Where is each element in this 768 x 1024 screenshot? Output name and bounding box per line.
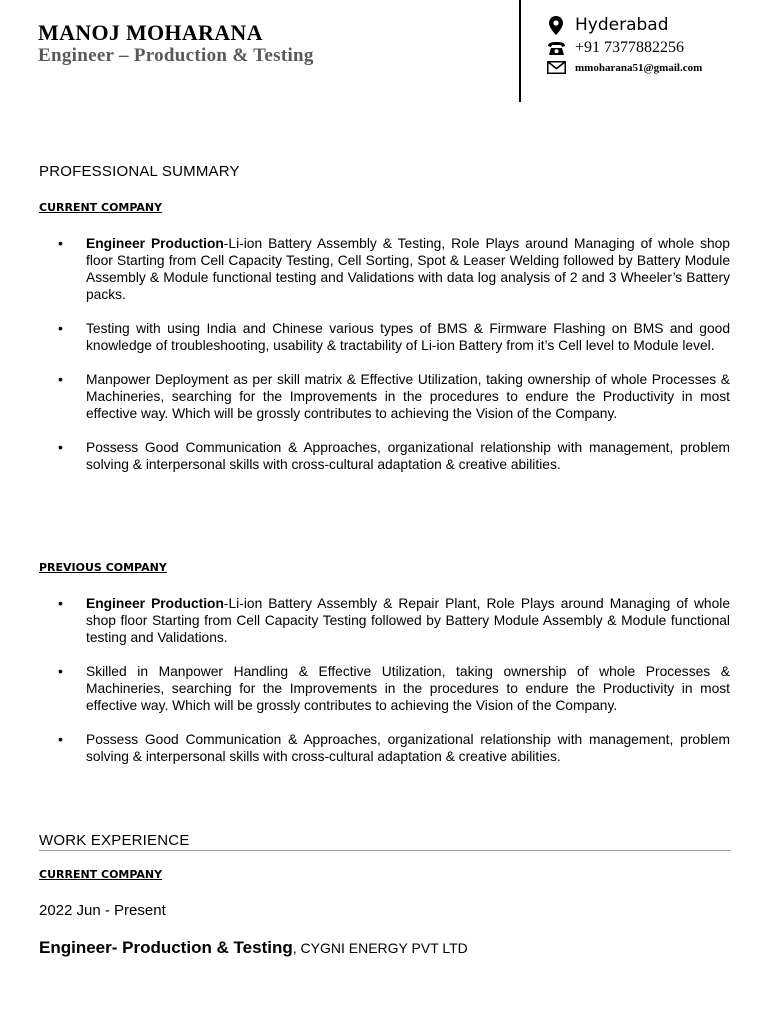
list-item (58, 663, 730, 714)
telephone-icon (545, 41, 567, 56)
candidate-name: MANOJ MOHARANA (38, 20, 263, 45)
work-experience-heading: WORK EXPERIENCE (39, 832, 731, 851)
professional-summary-heading: PROFESSIONAL SUMMARY (39, 163, 240, 180)
list-item (58, 595, 730, 646)
phone-text: +91 7377882256 (575, 39, 685, 56)
bullet-text: Manpower Deployment as per skill matrix & Effective Utilization, taking ownership of whole Processes & Machineries, searching for the Improvements in the procedures to endure the Productivity in most effective way. Which will be grossly contributes to achieving the Vision of the Company. (86, 372, 730, 421)
job-title: Engineer- Production & Testing (39, 938, 293, 957)
bullet-text: -Li-ion Battery Assembly & Repair Plant, Role Plays around Managing of whole shop floor Starting from Cell Capacity Testing followed by Battery Module Assembly & Module functional testing and Validations. (86, 596, 730, 645)
location-pin-icon (545, 16, 567, 35)
previous-company-bullets (58, 595, 730, 765)
list-item (58, 235, 730, 303)
company-name: , CYGNI ENERGY PVT LTD (292, 940, 468, 956)
list-item (58, 320, 730, 354)
candidate-title: Engineer – Production & Testing (38, 45, 314, 66)
current-company-label: CURRENT COMPANY (39, 201, 163, 214)
header-divider (519, 0, 521, 102)
bullet-lead: Engineer Production (86, 596, 224, 611)
employment-period: 2022 Jun - Present (39, 902, 166, 919)
previous-company-label: PREVIOUS COMPANY (39, 561, 167, 574)
envelope-icon (545, 61, 567, 74)
bullet-text: Skilled in Manpower Handling & Effective Utilization, taking ownership of whole Processes & Machineries, searching for the Improvements in the procedures to endure the Productivity in most effective way. Which will be grossly contributes to achieving the Vision of the Company. (86, 664, 730, 713)
contact-phone (545, 39, 684, 57)
bullet-lead: Engineer Production (86, 236, 224, 251)
contact-city (545, 15, 669, 35)
job-line (39, 938, 468, 958)
city-text: Hyderabad (575, 15, 669, 35)
bullet-text: Possess Good Communication & Approaches, organizational relationship with management, problem solving & interpersonal skills with cross-cultural adaptation & creative abilities. (86, 440, 730, 472)
bullet-text: Testing with using India and Chinese various types of BMS & Firmware Flashing on BMS and good knowledge of troubleshooting, usability & tractability of Li-ion Battery from it’s Cell level to Module level. (86, 321, 730, 353)
list-item (58, 439, 730, 473)
current-company-bullets (58, 235, 730, 473)
work-current-company-label: CURRENT COMPANY (39, 868, 163, 881)
email-link[interactable]: mmoharana51@gmail.com (575, 61, 703, 74)
list-item (58, 371, 730, 422)
bullet-text: -Li-ion Battery Assembly & Testing, Role Plays around Managing of whole shop floor Starting from Cell Capacity Testing, Cell Sorting, Spot & Leaser Welding followed by Battery Module Assembly & Module functional testing and Validations with data log analysis of 2 and 3 Wheeler’s Battery packs. (86, 236, 730, 302)
bullet-text: Possess Good Communication & Approaches, organizational relationship with management, problem solving & interpersonal skills with cross-cultural adaptation & creative abilities. (86, 732, 730, 764)
contact-email (545, 61, 702, 74)
list-item (58, 731, 730, 765)
